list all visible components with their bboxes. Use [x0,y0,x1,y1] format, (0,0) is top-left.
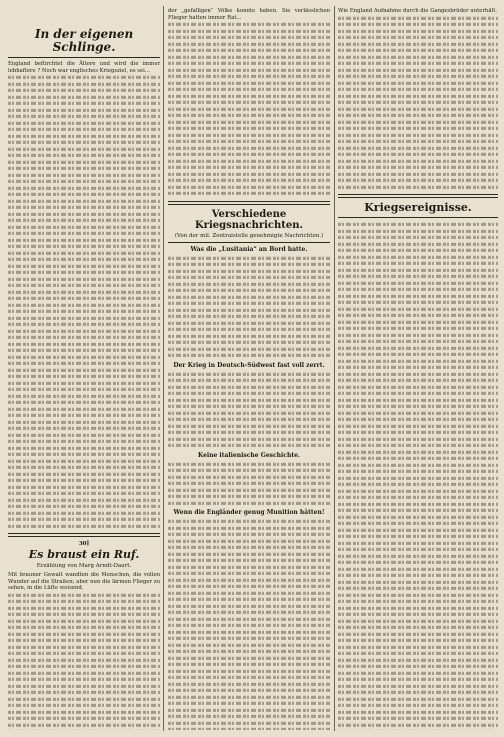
section-body [168,255,330,359]
article-continuation-text [168,21,330,197]
article-continuation-lead: der „gefalligen“ Völke konnte haben. Sie verlässlichen Flieger hatten immer Rat... [168,8,330,21]
article-body-text [8,74,160,529]
headline-kriegsnachrichten: Verschiedene Kriegsnachrichten. [194,208,303,231]
section-divider [168,201,330,205]
section-title-italienische: Keine italienische Geschichte. [197,451,300,459]
article-lead: Wie England Aufnahme durch die Gangesbrüder unterhält. [338,8,498,14]
headline-subtitle: (Von der mil. Zentralstelle genehmigte Nachrichten.) [174,232,324,239]
section-title-lusitania: Was die „Lusitania“ an Bord hatte. [190,245,308,253]
column-3 [338,8,498,730]
serial-body-text [8,592,160,730]
column-2 [168,8,330,730]
column-1 [8,8,160,730]
section-divider [338,194,498,198]
section-body [168,518,330,730]
divider [168,242,330,243]
section-body [168,461,330,507]
section-body [168,371,330,449]
section-title-suedwest: Der Krieg in Deutsch-Südwest fast voll zerrt. [173,361,325,369]
column-divider [163,6,164,731]
headline-eigenen-schlinge: In der eigenen Schlinge. [34,27,134,55]
article-lead: England befürchtet die Ältere und wird die immer lebhaftere ? Noch war englisches Kriegsziel, es sei... [8,61,160,74]
column-divider [334,6,335,731]
article-body-text [338,15,498,191]
article-body-text [338,221,498,730]
section-divider [8,533,160,537]
headline-es-braust-ein-ruf: Es braust ein Ruf. [28,548,140,562]
serial-number: 30] [78,541,90,548]
divider [8,57,160,58]
section-title-munition: Wenn die Engländer genug Munition hätten! [173,509,325,516]
divider [338,217,498,218]
headline-kriegsereignisse: Kriegsereignisse. [364,201,472,214]
serial-lead: Mit brauner Gewalt wandten die Menschen, die vollen Wunder auf die Straßen; aber nun die lärmen Flieger zu sehen, in die Lüfte weisend. [8,572,160,592]
serial-author-line: Erzählung von Marg Arndt-Daurt. [36,563,132,570]
